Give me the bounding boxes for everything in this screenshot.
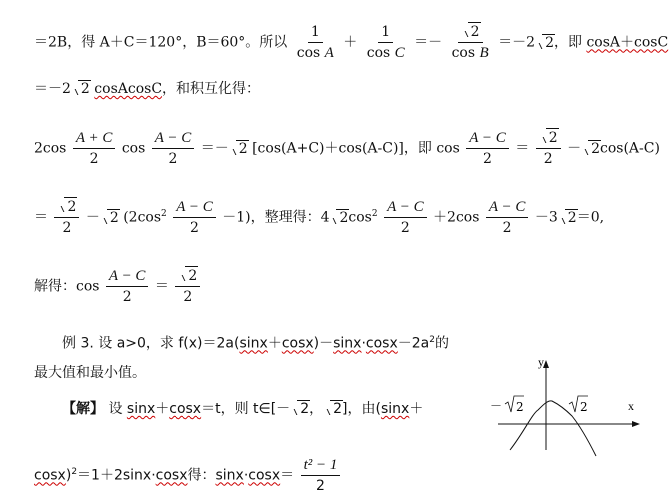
text: sinx bbox=[215, 467, 244, 484]
pos-root-label: 2 bbox=[580, 400, 588, 414]
text: ＋ bbox=[409, 401, 424, 417]
den bbox=[294, 43, 337, 63]
line-2 bbox=[34, 80, 260, 98]
sqrt bbox=[72, 80, 90, 98]
text: ) bbox=[65, 467, 72, 484]
t: 2 bbox=[591, 140, 600, 157]
num: A + C bbox=[73, 128, 116, 149]
text: (2cos bbox=[123, 209, 162, 226]
den: 2 bbox=[183, 289, 193, 305]
t: 2 bbox=[548, 130, 558, 146]
text: ＝1＋2sinx· bbox=[77, 467, 156, 484]
fraction bbox=[106, 266, 149, 307]
den: 2 bbox=[483, 151, 492, 167]
text: ]，由( bbox=[342, 401, 381, 417]
sqrt bbox=[462, 22, 480, 42]
text: cos bbox=[348, 209, 372, 226]
t: 2 bbox=[470, 24, 480, 40]
den bbox=[364, 43, 408, 63]
text: cosAcosC bbox=[94, 81, 163, 97]
t: cos bbox=[366, 45, 391, 61]
den: 2 bbox=[190, 220, 199, 236]
t: cos bbox=[451, 45, 476, 61]
t: 2 bbox=[339, 209, 349, 226]
t: 2 bbox=[567, 209, 577, 226]
t: 2 bbox=[545, 34, 554, 51]
last-line bbox=[34, 455, 342, 496]
t: 2 bbox=[80, 81, 90, 97]
t: 2 bbox=[238, 140, 248, 157]
line-3 bbox=[34, 128, 660, 169]
num: A − C bbox=[152, 128, 195, 149]
num: 1 bbox=[308, 22, 323, 43]
num: A − C bbox=[466, 128, 509, 149]
fraction bbox=[449, 22, 492, 63]
num bbox=[536, 128, 561, 149]
sup: 2 bbox=[161, 208, 167, 219]
fraction bbox=[364, 22, 408, 63]
den: 2 bbox=[543, 151, 553, 167]
text: ＝－ bbox=[414, 34, 443, 51]
text: 解得：cos bbox=[34, 278, 100, 295]
den: 2 bbox=[400, 220, 410, 236]
t: A bbox=[324, 45, 334, 61]
text: ＝0, bbox=[576, 209, 605, 226]
text: ＝－2 bbox=[498, 34, 536, 51]
t: B bbox=[479, 45, 489, 61]
num: A − C bbox=[173, 197, 216, 218]
num: t² − 1 bbox=[301, 455, 341, 476]
text: cosx bbox=[248, 467, 281, 484]
t: C bbox=[394, 45, 405, 61]
text: ，和积互化得： bbox=[162, 81, 261, 97]
solution-tag: 【解】 bbox=[62, 401, 104, 417]
neg-root-label: 2 bbox=[516, 400, 524, 414]
text: cosx bbox=[365, 335, 398, 352]
text: －3 bbox=[534, 209, 558, 226]
den: 2 bbox=[89, 151, 99, 167]
sqrt bbox=[58, 197, 76, 217]
text: － bbox=[85, 209, 100, 226]
den: 2 bbox=[122, 289, 132, 305]
num: A − C bbox=[106, 266, 149, 287]
text: － bbox=[567, 140, 582, 157]
text: sinx bbox=[126, 401, 156, 417]
text: ，即 bbox=[553, 34, 587, 51]
sqrt bbox=[540, 128, 558, 148]
text: sinx bbox=[333, 335, 362, 352]
num: A − C bbox=[486, 197, 529, 218]
den: 2 bbox=[316, 478, 325, 494]
fraction bbox=[54, 197, 79, 238]
fraction bbox=[294, 22, 337, 63]
num bbox=[175, 266, 200, 287]
text: · bbox=[361, 335, 366, 352]
example-line bbox=[62, 331, 449, 353]
sqrt bbox=[324, 400, 342, 418]
sup: 2 bbox=[371, 208, 378, 219]
sqrt bbox=[230, 140, 248, 158]
text: )－ bbox=[313, 335, 334, 352]
fraction bbox=[536, 128, 561, 169]
fraction bbox=[175, 266, 200, 307]
num bbox=[458, 22, 483, 43]
text: ＝ bbox=[34, 209, 48, 226]
t: cos bbox=[296, 45, 321, 61]
text: ＋ bbox=[267, 335, 282, 352]
x-label: x bbox=[628, 399, 634, 413]
num: A − C bbox=[384, 197, 427, 218]
text: ＝ bbox=[154, 278, 169, 295]
t: 2 bbox=[109, 209, 119, 226]
text: ＝－ bbox=[200, 140, 229, 157]
example-line-2: 最大值和最小值。 bbox=[34, 365, 146, 381]
line-4 bbox=[34, 197, 604, 238]
text: cosx bbox=[34, 467, 66, 484]
text: 的 bbox=[435, 335, 449, 352]
sqrt bbox=[582, 140, 600, 158]
num: 1 bbox=[378, 22, 393, 43]
t: 2 bbox=[333, 401, 343, 417]
text: · bbox=[243, 467, 249, 484]
text: sinx bbox=[239, 335, 268, 352]
text: ＝2B，得 A＋C＝120°，B＝60°。所以 bbox=[34, 34, 288, 51]
den bbox=[449, 43, 492, 63]
fraction bbox=[173, 197, 216, 238]
text: ＝t，则 t∈[－ bbox=[201, 401, 291, 417]
text: －1)，整理得：4 bbox=[222, 209, 330, 226]
neg-label: － bbox=[490, 399, 503, 413]
den: 2 bbox=[168, 151, 178, 167]
solution-line bbox=[62, 400, 423, 418]
den: 2 bbox=[62, 220, 72, 236]
text: cosx bbox=[169, 401, 202, 417]
sup: 2 bbox=[71, 466, 78, 477]
text: ＋ bbox=[343, 34, 358, 51]
text: 2cos bbox=[34, 140, 67, 157]
t: 2 bbox=[67, 199, 77, 215]
text: cosx bbox=[281, 335, 314, 352]
fraction bbox=[301, 455, 341, 496]
fraction bbox=[486, 197, 529, 238]
den: 2 bbox=[502, 220, 512, 236]
fraction bbox=[73, 128, 116, 169]
sup: 2 bbox=[429, 335, 435, 345]
text: ＝－2 bbox=[34, 81, 71, 97]
text: ＋ bbox=[155, 401, 170, 417]
text: ＝ bbox=[280, 467, 295, 484]
text: cos bbox=[121, 140, 146, 157]
function-graph bbox=[488, 352, 658, 462]
sqrt bbox=[291, 400, 309, 418]
fraction bbox=[152, 128, 195, 169]
sqrt bbox=[179, 266, 197, 286]
t: 2 bbox=[188, 268, 198, 284]
text: 设 bbox=[104, 401, 127, 417]
text: 例 3. 设 a>0，求 f(x)＝2a( bbox=[62, 335, 240, 352]
num bbox=[54, 197, 79, 218]
text: 得： bbox=[187, 467, 216, 484]
fraction bbox=[466, 128, 509, 169]
line-5 bbox=[34, 266, 202, 307]
text: cos(A-C) bbox=[599, 140, 660, 157]
text: ＋2cos bbox=[433, 209, 480, 226]
text: －2a bbox=[397, 335, 430, 352]
y-label: y bbox=[538, 355, 544, 369]
text: ＝ bbox=[515, 140, 530, 157]
sqrt bbox=[536, 34, 554, 52]
text: [cos(A+C)＋cos(A-C)]，即 cos bbox=[252, 140, 460, 157]
x-arrow-icon bbox=[632, 421, 640, 427]
text: ， bbox=[309, 401, 324, 417]
text: sinx bbox=[380, 401, 410, 417]
line-1 bbox=[34, 22, 668, 63]
sqrt bbox=[330, 209, 348, 227]
sqrt bbox=[559, 209, 577, 227]
fraction bbox=[384, 197, 427, 238]
text: cosA＋cosC bbox=[586, 34, 669, 51]
text: cosx bbox=[155, 467, 188, 484]
sqrt bbox=[101, 209, 119, 227]
t: 2 bbox=[300, 401, 310, 417]
